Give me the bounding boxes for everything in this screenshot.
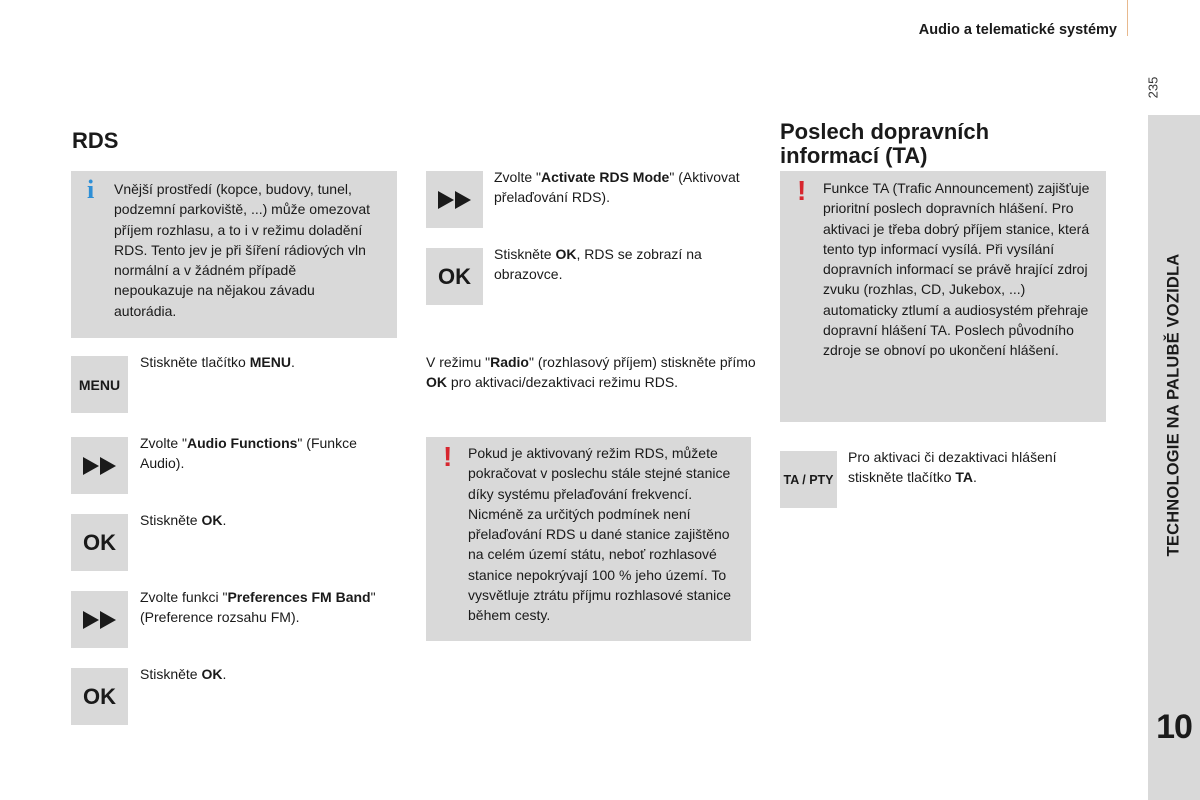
page-number: 235 — [1145, 76, 1161, 99]
ta-warning-note — [780, 171, 1106, 422]
step-preferences-fm-band: Zvolte funkci "Preferences FM Band" (Preference rozsahu FM). — [140, 589, 376, 626]
ta-warning-text: Funkce TA (Trafic Announcement) zajišťuje prioritní poslech dopravních hlášení. Pro aktivaci je třeba dobrý příjem stanice, která tento typ informací vysílá. Při vysílání dopravních informací se právě hrající zdroj zvuku (rozhlas, CD, Jukebox, ...) automaticky ztlumí a audiosystém přehraje dopravní hlášení TA. Poslech původního zdroje se obnoví po ukončení hlášení. — [823, 180, 1090, 359]
rds-warning-text: Pokud je aktivovaný režim RDS, můžete pokračovat v poslechu stále stejné stanice díky systému přelaďování frekvencí. Nicméně za určitých podmínek není přelaďování RDS u dané stanice zajištěno na celém území státu, neboť rozhlasové stanice nepokrývají 100 % jeho území. To vysvětluje ztrátu příjmu rozhlasové stanice během cesty. — [468, 445, 731, 624]
next-key — [71, 437, 128, 494]
step-menu: Stiskněte tlačítko MENU. — [140, 354, 295, 370]
next-key — [426, 171, 483, 228]
header-divider — [1127, 0, 1128, 36]
fast-forward-icon — [83, 457, 117, 475]
ok-key: OK — [71, 668, 128, 725]
chapter-title: TECHNOLOGIE NA PALUBĚ VOZIDLA — [1164, 253, 1183, 557]
step-ok: Stiskněte OK. — [140, 666, 227, 682]
next-key — [71, 591, 128, 648]
info-icon: i — [87, 175, 95, 204]
info-note — [71, 171, 397, 338]
step-audio-functions: Zvolte "Audio Functions" (Funkce Audio). — [140, 435, 357, 472]
ok-key: OK — [426, 248, 483, 305]
step-activate-rds-mode: Zvolte "Activate RDS Mode" (Aktivovat přelaďování RDS). — [494, 169, 740, 206]
ta-heading: Poslech dopravních informací (TA) — [780, 119, 990, 168]
step-ok: Stiskněte OK. — [140, 512, 227, 528]
ok-key: OK — [71, 514, 128, 571]
chapter-number: 10 — [1156, 708, 1192, 746]
step-ok-rds-display: Stiskněte OK, RDS se zobrazí na obrazovce. — [494, 246, 702, 283]
rds-heading: RDS — [72, 128, 119, 153]
info-note-text: Vnější prostředí (kopce, budovy, tunel, podzemní parkoviště, ...) může omezovat příjem rozhlasu, a to i v režimu doladění RDS. Tento jev je při šíření rádiových vln normální a v žádném případě nepoukazuje na nějakou závadu autorádia. — [114, 181, 370, 319]
step-ta: Pro aktivaci či dezaktivaci hlášení stiskněte tlačítko TA. — [848, 449, 1057, 486]
warning-icon: ! — [443, 441, 453, 472]
menu-key: MENU — [71, 356, 128, 413]
section-title: Audio a telematické systémy — [918, 22, 1117, 38]
rds-warning-note — [426, 437, 751, 641]
ta-pty-key: TA / PTY — [780, 451, 837, 508]
fast-forward-icon — [438, 191, 472, 209]
fast-forward-icon — [83, 611, 117, 629]
radio-mode-text: V režimu "Radio" (rozhlasový příjem) stiskněte přímo OK pro aktivaci/dezaktivaci režimu RDS. — [426, 354, 756, 391]
warning-icon: ! — [797, 175, 807, 206]
